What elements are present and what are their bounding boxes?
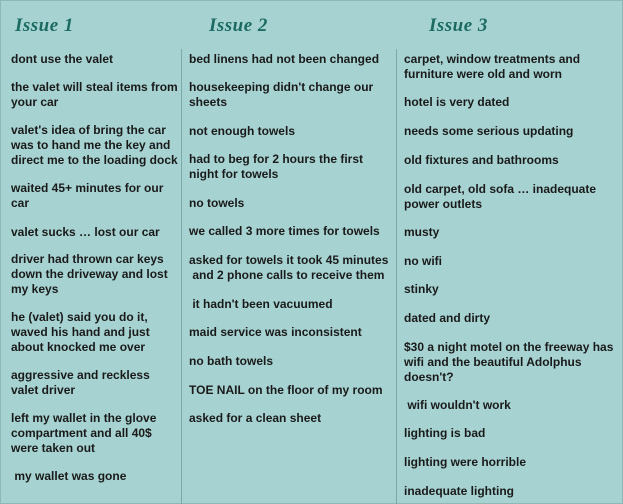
issue1-item: my wallet was gone [11, 469, 127, 483]
issue3-item: stinky [404, 282, 439, 296]
issue1-item: valet sucks … lost our car [11, 225, 160, 239]
issue3-item: musty [404, 225, 440, 239]
issue1-item: driver had thrown car keys down the driveway and lost my keys [11, 252, 172, 296]
issue3-item: wifi wouldn't work [404, 398, 511, 412]
issue1-item: valet's idea of bring the car was to hand me the key and direct me to the loading dock [11, 123, 178, 167]
column-divider-2 [396, 49, 397, 504]
header-issue-2: Issue 2 [209, 15, 268, 36]
issue1-item: aggressive and reckless valet driver [11, 368, 154, 397]
column-divider-1 [181, 49, 182, 504]
issue2-item: no bath towels [189, 354, 273, 368]
header-issue-3: Issue 3 [429, 15, 488, 36]
issue1-item: waited 45+ minutes for our car [11, 181, 167, 210]
issue3-item: hotel is very dated [404, 95, 510, 109]
issue2-item: bed linens had not been changed [189, 52, 380, 66]
issue2-item: had to beg for 2 hours the first night for towels [189, 152, 367, 181]
issue1-item: he (valet) said you do it, waved his hand and just about knocked me over [11, 310, 154, 354]
issue3-item: $30 a night motel on the freeway has wifi and the beautiful Adolphus doesn't? [404, 340, 617, 384]
issue3-item: dated and dirty [404, 311, 491, 325]
issue3-item: no wifi [404, 254, 442, 268]
header-issue-1: Issue 1 [15, 15, 74, 36]
issue3-item: old carpet, old sofa … inadequate power outlets [404, 182, 600, 211]
issue3-item: lighting were horrible [404, 455, 527, 469]
issue3-item: needs some serious updating [404, 124, 574, 138]
issue2-item: TOE NAIL on the floor of my room [189, 383, 383, 397]
issue2-item: asked for a clean sheet [189, 411, 322, 425]
issue1-item: left my wallet in the glove compartment and all 40$ were taken out [11, 411, 160, 455]
issue3-item: old fixtures and bathrooms [404, 153, 559, 167]
issue2-item: it hadn't been vacuumed [189, 297, 333, 311]
issue2-item: maid service was inconsistent [189, 325, 362, 339]
issue2-item: we called 3 more times for towels [189, 224, 380, 238]
issue3-item: carpet, window treatments and furniture were old and worn [404, 52, 584, 81]
issue2-item: asked for towels it took 45 minutes and 2 phone calls to receive them [189, 253, 389, 282]
issue1-item: dont use the valet [11, 52, 114, 66]
issue2-item: not enough towels [189, 124, 295, 138]
issue2-item: housekeeping didn't change our sheets [189, 80, 377, 109]
issue1-item: the valet will steal items from your car [11, 80, 182, 109]
issue3-item: lighting is bad [404, 426, 486, 440]
issue2-item: no towels [189, 196, 245, 210]
issue3-item: inadequate lighting [404, 484, 514, 498]
